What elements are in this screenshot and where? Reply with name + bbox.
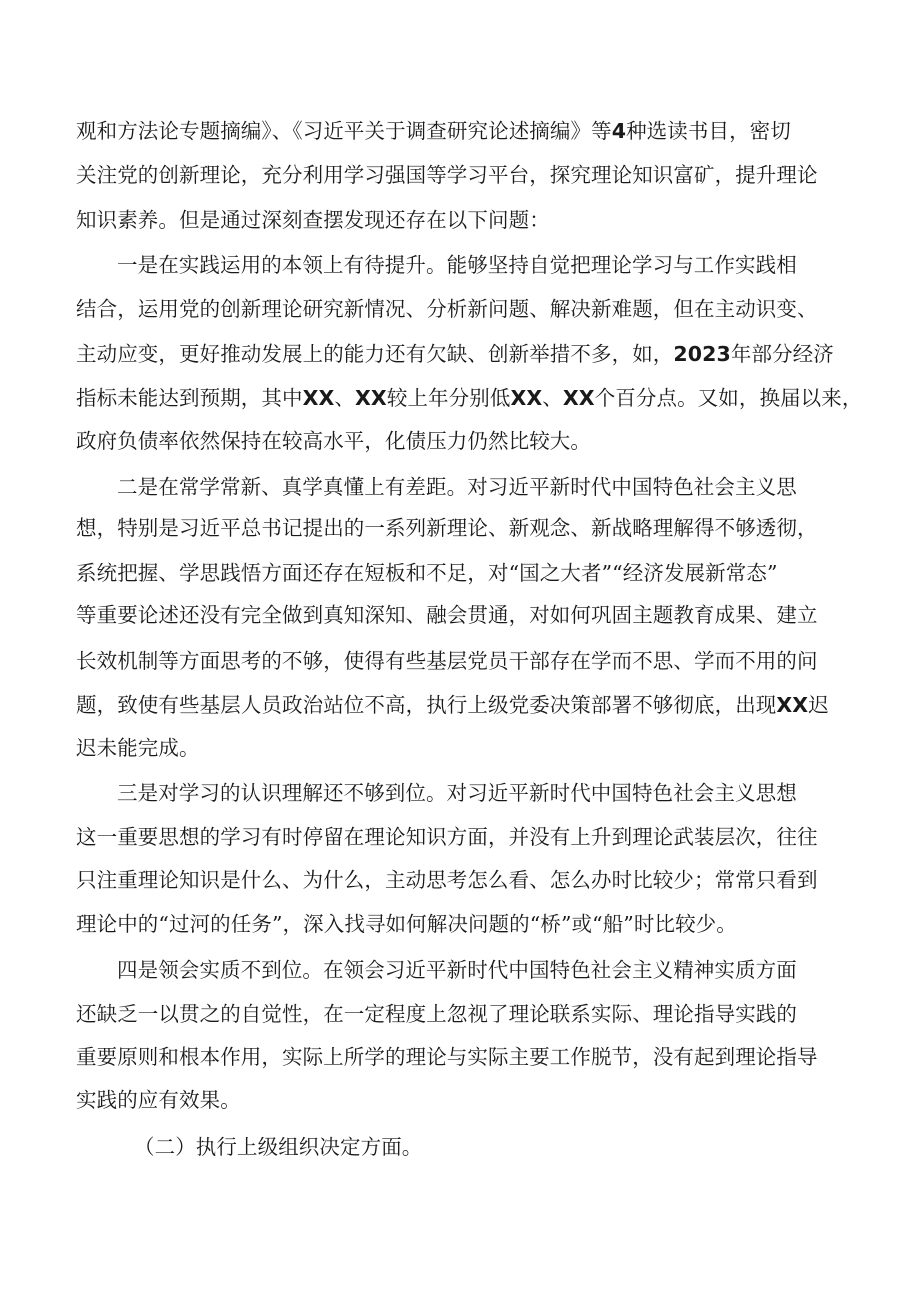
text-line: 结合，运用党的创新理论研究新情况、分析新问题、解决新难题，但在主动识变、 <box>76 297 818 321</box>
text-line: 政府负债率依然保持在较高水平，化债压力仍然比较大。 <box>76 429 591 453</box>
text-line: 关注党的创新理论，充分利用学习强国等学习平台，探究理论知识富矿，提升理论 <box>76 163 818 187</box>
text-line: 系统把握、学思践悟方面还存在短板和不足，对“国之大者”“经济发展新常态” <box>76 561 778 585</box>
text-line: 主动应变，更好推动发展上的能力还有欠缺、创新举措不多，如，2023年部分经济 <box>76 342 834 366</box>
text-line: 一是在实践运用的本领上有待提升。能够坚持自觉把理论学习与工作实践相 <box>117 253 797 277</box>
text-line: 三是对学习的认识理解还不够到位。对习近平新时代中国特色社会主义思想 <box>117 781 797 805</box>
section-heading: （二）执行上级组织决定方面。 <box>134 1135 423 1159</box>
text-line: 长效机制等方面思考的不够，使得有些基层党员干部存在学而不思、学而不用的问 <box>76 649 818 673</box>
text-line: 指标未能达到预期，其中XX、XX较上年分别低XX、XX个百分点。又如，换届以来， <box>76 386 863 410</box>
text-line: 四是领会实质不到位。在领会习近平新时代中国特色社会主义精神实质方面 <box>117 958 797 982</box>
text-line: 题，致使有些基层人员政治站位不高，执行上级党委决策部署不够彻底，出现XX迟 <box>76 693 829 717</box>
text-line: 还缺乏一以贯之的自觉性，在一定程度上忽视了理论联系实际、理论指导实践的 <box>76 1002 797 1026</box>
text-line: 等重要论述还没有完全做到真知深知、融会贯通，对如何巩固主题教育成果、建立 <box>76 603 818 627</box>
text-line: 实践的应有效果。 <box>76 1088 241 1112</box>
text-line: 观和方法论专题摘编》、《习近平关于调查研究论述摘编》等4种选读书目，密切 <box>76 119 791 143</box>
text-line: 理论中的“过河的任务”，深入找寻如何解决问题的“桥”或“船”时比较少。 <box>76 912 737 936</box>
text-line: 想，特别是习近平总书记提出的一系列新理论、新观念、新战略理解得不够透彻， <box>76 516 818 540</box>
text-line: 这一重要思想的学习有时停留在理论知识方面，并没有上升到理论武装层次，往往 <box>76 825 818 849</box>
text-line: 重要原则和根本作用，实际上所学的理论与实际主要工作脱节，没有起到理论指导 <box>76 1045 818 1069</box>
text-line: 二是在常学常新、真学真懂上有差距。对习近平新时代中国特色社会主义思 <box>117 475 797 499</box>
text-line: 迟未能完成。 <box>76 736 200 760</box>
text-line: 知识素养。但是通过深刻查摆发现还存在以下问题： <box>76 208 550 232</box>
text-line: 只注重理论知识是什么、为什么，主动思考怎么看、怎么办时比较少；常常只看到 <box>76 868 818 892</box>
